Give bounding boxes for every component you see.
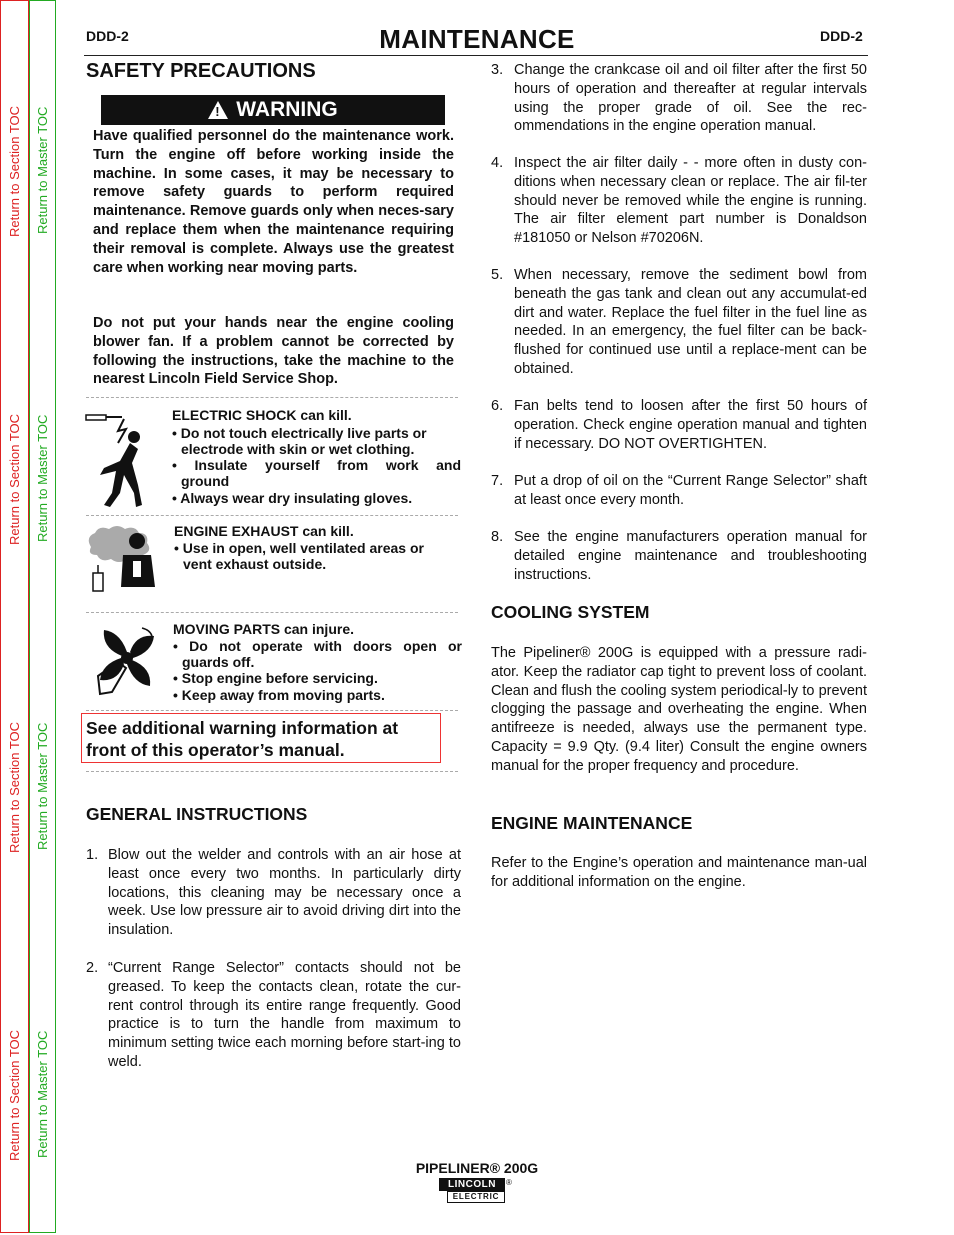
logo-registered-mark: ® xyxy=(506,1178,512,1187)
header-rule xyxy=(84,55,868,56)
see-additional-warning-link[interactable]: See additional warning information at front of this operator’s manual. xyxy=(81,713,441,763)
link-section-toc-3[interactable]: Return to Section TOC xyxy=(7,721,22,853)
link-section-toc-2[interactable]: Return to Section TOC xyxy=(7,413,22,545)
list-number: 1. xyxy=(86,847,99,863)
safety-heading: SAFETY PRECAUTIONS xyxy=(86,60,316,82)
list-number: 2. xyxy=(86,960,99,976)
hazard-electric-item: ground xyxy=(181,473,230,489)
logo-bottom: ELECTRIC xyxy=(447,1191,505,1203)
cooling-text: The Pipeliner® 200G is equipped with a pressure radi-ator. Keep the radiator cap tight to prevent loss of coolant. Clean and flush the cooling system periodical-ly to prevent clogging the passage and overheating the engine. When antifreeze is needed, always use the permanent type. Capacity = 9.9 Qty. (9.4 liter) Consult the engine owners manual for the proper frequency and procedure. xyxy=(491,645,867,774)
page-code-right: DDD-2 xyxy=(820,28,863,44)
hazard-exhaust-title: ENGINE EXHAUST can kill. xyxy=(174,523,354,539)
link-section-toc-4[interactable]: Return to Section TOC xyxy=(7,1029,22,1161)
engine-heading: ENGINE MAINTENANCE xyxy=(491,813,693,833)
logo-top: LINCOLN xyxy=(439,1178,505,1191)
lincoln-electric-logo xyxy=(439,1178,513,1204)
hazard-electric-title: ELECTRIC SHOCK can kill. xyxy=(172,407,352,423)
list-number: 8. xyxy=(491,529,504,545)
page-title: MAINTENANCE xyxy=(379,24,575,54)
hazard-moving-item: • Stop engine before servicing. xyxy=(173,670,378,686)
divider xyxy=(86,771,458,772)
hazard-moving-item: • Do not operate with doors open or xyxy=(173,638,462,654)
safety-para-2: Do not put your hands near the engine cooling blower fan. If a problem cannot be corrected by following the instructions, take the machine to the nearest Lincoln Field Service Shop. xyxy=(93,315,454,388)
hazard-moving-title: MOVING PARTS can injure. xyxy=(173,621,354,637)
divider xyxy=(86,612,458,613)
safety-para-1: Have qualified personnel do the maintenance work. Turn the engine off before working inside the machine. In some cases, it may be necessary to remove safety guards to perform required maintenance. Remove guards only when neces-sary and replace them when the maintenance requiring their removal is complete. Always use the greatest care when working near moving parts. xyxy=(93,128,454,276)
warning-label: WARNING xyxy=(236,98,338,121)
hazard-electric-item: • Always wear dry insulating gloves. xyxy=(172,490,413,506)
hazard-moving-item: • Keep away from moving parts. xyxy=(173,687,385,703)
hazard-moving-item: guards off. xyxy=(182,654,255,670)
list-item: “Current Range Selector” contacts should not be greased. To keep the contacts clean, rotate the cur-rent control through its entire range frequently. Good practice is to turn the handle from maximum to minimum setting twice each morning before start-ing to weld. xyxy=(108,960,461,1070)
footer-model: PIPELINER® 200G xyxy=(415,1160,539,1176)
list-item: When necessary, remove the sediment bowl from beneath the gas tank and clean out any accumulat-ed dirt and water. Replace the fuel filter in the fuel line as needed. In an emergency, the fuel filter can be back-flushed for continued use until a replace-ment can be obtained. xyxy=(514,267,867,377)
hazard-electric-item: • Insulate yourself from work and xyxy=(172,457,461,473)
link-section-toc-1[interactable]: Return to Section TOC xyxy=(7,105,22,237)
link-master-toc-2[interactable]: Return to Master TOC xyxy=(35,414,50,542)
list-number: 4. xyxy=(491,155,504,171)
list-item: Blow out the welder and controls with an air hose at least once every two months. In particularly dirty locations, this cleaning may be necessary once a week. Use low pressure air to avoid driving dirt into the insulation. xyxy=(108,847,461,939)
list-item: Put a drop of oil on the “Current Range Selector” shaft at least once every month. xyxy=(514,473,867,508)
electric-shock-icon xyxy=(82,413,157,508)
cooling-heading: COOLING SYSTEM xyxy=(491,602,650,622)
hazard-exhaust-item: vent exhaust outside. xyxy=(183,556,327,572)
link-master-toc-4[interactable]: Return to Master TOC xyxy=(35,1030,50,1158)
link-master-toc-1[interactable]: Return to Master TOC xyxy=(35,106,50,234)
moving-parts-fan-icon xyxy=(92,622,162,697)
list-number: 6. xyxy=(491,398,504,414)
engine-exhaust-icon xyxy=(85,525,165,600)
warning-banner xyxy=(101,95,445,125)
divider xyxy=(86,710,458,711)
list-item: Change the crankcase oil and oil filter after the first 50 hours of operation and thereafter at regular intervals using the proper grade of oil. See the rec-ommendations in the engine operation manual. xyxy=(514,62,867,135)
list-number: 5. xyxy=(491,267,504,283)
hazard-exhaust-item: • Use in open, well ventilated areas or xyxy=(174,540,424,556)
hazard-electric-item: electrode with skin or wet clothing. xyxy=(181,441,415,457)
list-number: 3. xyxy=(491,62,504,78)
hazard-electric-item: • Do not touch electrically live parts or xyxy=(172,425,427,441)
page-code-left: DDD-2 xyxy=(86,28,129,44)
general-heading: GENERAL INSTRUCTIONS xyxy=(86,804,308,824)
engine-text: Refer to the Engine’s operation and maintenance man-ual for additional information on the engine. xyxy=(491,855,867,890)
list-item: See the engine manufacturers operation manual for detailed engine maintenance and troubleshooting instructions. xyxy=(514,529,867,583)
list-item: Fan belts tend to loosen after the first 50 hours of operation. Check engine operation manual and tighten if necessary. DO NOT OVERTIGHTEN. xyxy=(514,398,867,452)
divider xyxy=(86,397,458,398)
link-master-toc-3[interactable]: Return to Master TOC xyxy=(35,722,50,850)
list-number: 7. xyxy=(491,473,504,489)
warning-triangle-icon: ! xyxy=(208,101,228,119)
divider xyxy=(86,515,458,516)
list-item: Inspect the air filter daily - - more often in dusty con-ditions when necessary clean or replace. The air fil-ter should never be removed while the engine is running. The air filter element part number is Donaldson #181050 or Nelson #70206N. xyxy=(514,155,867,247)
